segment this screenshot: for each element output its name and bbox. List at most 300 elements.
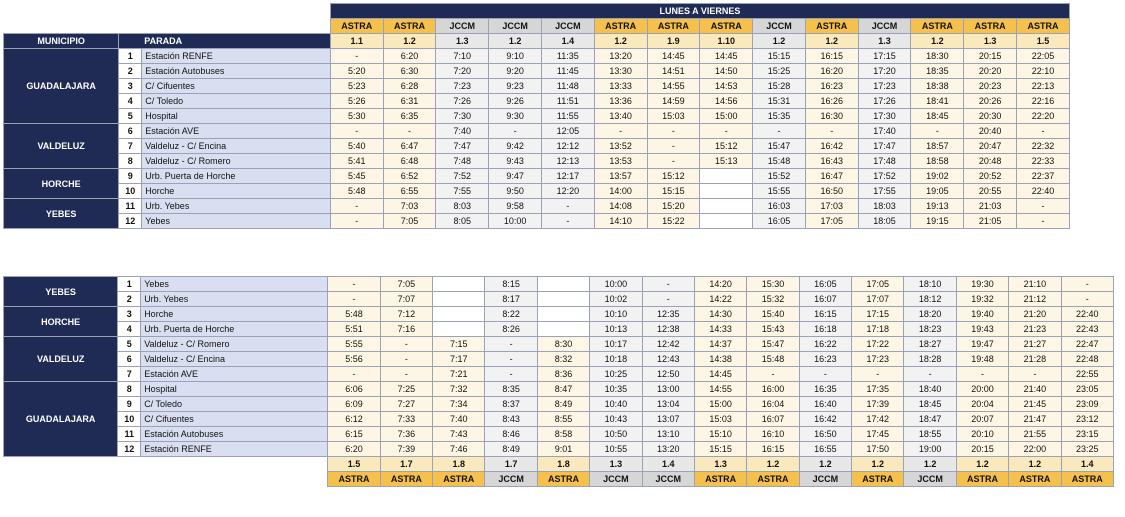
time-cell: 5:40 — [330, 139, 383, 154]
operator-label: JCCM — [489, 19, 542, 34]
time-cell: 18:55 — [904, 427, 956, 442]
time-cell: 19:30 — [956, 277, 1008, 292]
time-cell: 15:30 — [747, 277, 799, 292]
operator-label: JCCM — [799, 472, 851, 487]
time-cell: 12:42 — [642, 337, 694, 352]
time-cell: 19:15 — [911, 214, 964, 229]
time-cell: 8:36 — [537, 367, 589, 382]
stop-name: Estación Autobuses — [141, 427, 328, 442]
time-cell: 14:08 — [594, 199, 647, 214]
time-cell: 8:49 — [485, 442, 537, 457]
time-cell: 17:05 — [805, 214, 858, 229]
time-cell: 13:52 — [594, 139, 647, 154]
time-cell: 5:48 — [328, 307, 380, 322]
operator-label: ASTRA — [747, 472, 799, 487]
stop-row — [4, 397, 1114, 412]
time-cell — [700, 214, 753, 229]
time-cell: 16:40 — [799, 397, 851, 412]
time-cell: 6:35 — [383, 109, 436, 124]
stop-row — [4, 214, 1070, 229]
time-cell: 7:05 — [380, 277, 432, 292]
time-cell: 14:50 — [700, 64, 753, 79]
time-cell: 23:15 — [1061, 427, 1113, 442]
time-cell: 20:52 — [964, 169, 1017, 184]
time-cell: 16:23 — [805, 79, 858, 94]
schedule-title: LUNES A VIERNES — [330, 4, 1069, 19]
line-number: 1.3 — [436, 34, 489, 49]
time-cell: 12:12 — [541, 139, 594, 154]
time-cell: 17:47 — [858, 139, 911, 154]
time-cell: 14:53 — [700, 79, 753, 94]
stop-row — [4, 382, 1114, 397]
title-row — [4, 4, 1070, 19]
time-cell: 18:03 — [858, 199, 911, 214]
time-cell: 10:25 — [590, 367, 642, 382]
time-cell: 7:52 — [436, 169, 489, 184]
time-cell: 7:43 — [433, 427, 485, 442]
time-cell: 15:20 — [647, 199, 700, 214]
line-number: 1.8 — [433, 457, 485, 472]
time-cell: 13:57 — [594, 169, 647, 184]
time-cell: 7:26 — [436, 94, 489, 109]
time-cell: 16:50 — [805, 184, 858, 199]
time-cell: 6:47 — [383, 139, 436, 154]
time-cell: 7:03 — [383, 199, 436, 214]
spacer — [118, 457, 141, 472]
time-cell: 15:48 — [753, 154, 806, 169]
time-cell: - — [380, 337, 432, 352]
time-cell: 13:53 — [594, 154, 647, 169]
time-cell: 7:30 — [436, 109, 489, 124]
time-cell: 8:46 — [485, 427, 537, 442]
line-number: 1.3 — [964, 34, 1017, 49]
time-cell: 8:26 — [485, 322, 537, 337]
time-cell: 7:15 — [433, 337, 485, 352]
time-cell: 16:03 — [753, 199, 806, 214]
time-cell: 21:28 — [1009, 352, 1061, 367]
time-cell: 6:55 — [383, 184, 436, 199]
time-cell: 9:50 — [489, 184, 542, 199]
time-cell: 19:02 — [911, 169, 964, 184]
spacer — [4, 457, 118, 472]
time-cell: 20:40 — [964, 124, 1017, 139]
line-number: 1.2 — [594, 34, 647, 49]
spacer — [142, 19, 331, 34]
time-cell: 16:47 — [805, 169, 858, 184]
stop-name: Horche — [142, 184, 331, 199]
time-cell: - — [485, 337, 537, 352]
stop-row — [4, 322, 1114, 337]
municipio-label: GUADALAJARA — [4, 49, 119, 124]
time-cell: 18:35 — [911, 64, 964, 79]
operator-label: ASTRA — [647, 19, 700, 34]
time-cell: 22:47 — [1061, 337, 1113, 352]
time-cell: 8:05 — [436, 214, 489, 229]
time-cell: 22:43 — [1061, 322, 1113, 337]
time-cell: 6:09 — [328, 397, 380, 412]
spacer — [4, 472, 118, 487]
time-cell: 17:40 — [858, 124, 911, 139]
time-cell: 7:55 — [436, 184, 489, 199]
time-cell: 16:15 — [799, 307, 851, 322]
line-number: 1.2 — [747, 457, 799, 472]
time-cell: 15:03 — [647, 109, 700, 124]
time-cell: 11:35 — [541, 49, 594, 64]
operator-label: ASTRA — [852, 472, 904, 487]
time-cell: 10:50 — [590, 427, 642, 442]
time-cell: - — [485, 367, 537, 382]
operator-label: JCCM — [436, 19, 489, 34]
time-cell: 10:02 — [590, 292, 642, 307]
time-cell: 22:13 — [1017, 79, 1070, 94]
time-cell: 15:15 — [753, 49, 806, 64]
time-cell: 14:38 — [694, 352, 746, 367]
time-cell: 21:03 — [964, 199, 1017, 214]
time-cell: 8:15 — [485, 277, 537, 292]
time-cell: 16:42 — [805, 139, 858, 154]
time-cell: 17:05 — [852, 277, 904, 292]
time-cell: 17:45 — [852, 427, 904, 442]
time-cell: - — [380, 367, 432, 382]
operator-label: ASTRA — [594, 19, 647, 34]
line-number: 1.4 — [541, 34, 594, 49]
line-number: 1.2 — [911, 34, 964, 49]
time-cell: 7:16 — [380, 322, 432, 337]
time-cell: 17:39 — [852, 397, 904, 412]
time-cell: - — [594, 124, 647, 139]
operator-label: ASTRA — [956, 472, 1008, 487]
time-cell: 8:55 — [537, 412, 589, 427]
operator-label: ASTRA — [964, 19, 1017, 34]
time-cell: 20:15 — [956, 442, 1008, 457]
stop-row — [4, 154, 1070, 169]
time-cell: 21:55 — [1009, 427, 1061, 442]
time-cell: 8:49 — [537, 397, 589, 412]
municipio-label: GUADALAJARA — [4, 382, 118, 457]
time-cell: 18:38 — [911, 79, 964, 94]
time-cell: 15:31 — [753, 94, 806, 109]
stop-number: 8 — [118, 382, 141, 397]
time-cell: - — [1017, 199, 1070, 214]
time-cell: 6:30 — [383, 64, 436, 79]
stop-row — [4, 139, 1070, 154]
time-cell: 10:00 — [590, 277, 642, 292]
time-cell — [700, 199, 753, 214]
operator-label: ASTRA — [911, 19, 964, 34]
time-cell: 16:04 — [747, 397, 799, 412]
line-number: 1.3 — [694, 457, 746, 472]
time-cell: 10:00 — [489, 214, 542, 229]
time-cell: 10:40 — [590, 397, 642, 412]
time-cell: 18:47 — [904, 412, 956, 427]
time-cell: 22:55 — [1061, 367, 1113, 382]
time-cell: - — [489, 124, 542, 139]
time-cell: 19:13 — [911, 199, 964, 214]
time-cell: 14:20 — [694, 277, 746, 292]
stop-row — [4, 427, 1114, 442]
operator-label: ASTRA — [380, 472, 432, 487]
time-cell: 5:23 — [330, 79, 383, 94]
time-cell: 20:48 — [964, 154, 1017, 169]
stop-row — [4, 367, 1114, 382]
time-cell: 7:40 — [433, 412, 485, 427]
municipio-label: HORCHE — [4, 307, 118, 337]
time-cell: 17:22 — [852, 337, 904, 352]
time-cell: - — [642, 277, 694, 292]
time-cell: 22:10 — [1017, 64, 1070, 79]
time-cell: 14:55 — [647, 79, 700, 94]
time-cell: 19:48 — [956, 352, 1008, 367]
stop-row — [4, 124, 1070, 139]
time-cell: 18:58 — [911, 154, 964, 169]
line-number: 1.2 — [383, 34, 436, 49]
time-cell: 8:03 — [436, 199, 489, 214]
time-cell — [433, 277, 485, 292]
time-cell: - — [328, 367, 380, 382]
stop-number: 11 — [119, 199, 142, 214]
time-cell: 7:21 — [433, 367, 485, 382]
stop-name: Urb. Puerta de Horche — [142, 169, 331, 184]
time-cell: 12:38 — [642, 322, 694, 337]
time-cell: 15:52 — [753, 169, 806, 184]
spacer — [119, 4, 142, 19]
time-cell: 22:33 — [1017, 154, 1070, 169]
line-number: 1.4 — [1061, 457, 1113, 472]
time-cell: 7:33 — [380, 412, 432, 427]
time-cell: 15:43 — [747, 322, 799, 337]
stop-row — [4, 277, 1114, 292]
line-number: 1.7 — [485, 457, 537, 472]
time-cell: 18:40 — [904, 382, 956, 397]
time-cell — [537, 277, 589, 292]
time-cell: 17:52 — [858, 169, 911, 184]
time-cell: 5:30 — [330, 109, 383, 124]
time-cell: - — [700, 124, 753, 139]
stop-name: Estación RENFE — [141, 442, 328, 457]
time-cell: 16:22 — [799, 337, 851, 352]
time-cell: - — [647, 139, 700, 154]
time-cell: 18:45 — [911, 109, 964, 124]
time-cell: 14:00 — [594, 184, 647, 199]
stop-number: 1 — [118, 277, 141, 292]
time-cell: 14:45 — [647, 49, 700, 64]
time-cell: 14:10 — [594, 214, 647, 229]
time-cell: 9:42 — [489, 139, 542, 154]
time-cell: 5:26 — [330, 94, 383, 109]
municipio-label: YEBES — [4, 199, 119, 229]
time-cell: 18:27 — [904, 337, 956, 352]
time-cell: 15:25 — [753, 64, 806, 79]
time-cell: 7:36 — [380, 427, 432, 442]
time-cell: 13:36 — [594, 94, 647, 109]
time-cell: 18:57 — [911, 139, 964, 154]
stop-name: Yebes — [142, 214, 331, 229]
time-cell: 12:13 — [541, 154, 594, 169]
time-cell: 18:12 — [904, 292, 956, 307]
time-cell: 19:05 — [911, 184, 964, 199]
time-cell: - — [1017, 124, 1070, 139]
stop-row — [4, 337, 1114, 352]
municipio-label: HORCHE — [4, 169, 119, 199]
stop-number: 5 — [118, 337, 141, 352]
time-cell — [433, 322, 485, 337]
time-cell — [433, 292, 485, 307]
time-cell: 6:15 — [328, 427, 380, 442]
stop-row — [4, 109, 1070, 124]
operator-label: JCCM — [590, 472, 642, 487]
time-cell: 8:17 — [485, 292, 537, 307]
stop-name: Valdeluz - C/ Encina — [141, 352, 328, 367]
time-cell: 16:55 — [799, 442, 851, 457]
time-cell: 20:47 — [964, 139, 1017, 154]
time-cell: 15:10 — [694, 427, 746, 442]
time-cell: 23:05 — [1061, 382, 1113, 397]
time-cell: 15:47 — [753, 139, 806, 154]
time-cell: 9:47 — [489, 169, 542, 184]
time-cell: 23:12 — [1061, 412, 1113, 427]
stop-name: Urb. Puerta de Horche — [141, 322, 328, 337]
operator-label: ASTRA — [694, 472, 746, 487]
stop-number: 8 — [119, 154, 142, 169]
time-cell: 13:33 — [594, 79, 647, 94]
stop-name: Valdeluz - C/ Romero — [142, 154, 331, 169]
time-cell: - — [647, 124, 700, 139]
stop-number: 7 — [118, 367, 141, 382]
stop-number: 4 — [119, 94, 142, 109]
time-cell: 22:16 — [1017, 94, 1070, 109]
time-cell: 21:27 — [1009, 337, 1061, 352]
operator-row — [4, 19, 1070, 34]
time-cell: 7:25 — [380, 382, 432, 397]
time-cell: 11:45 — [541, 64, 594, 79]
time-cell: 15:15 — [694, 442, 746, 457]
time-cell: 16:23 — [799, 352, 851, 367]
spacer — [142, 4, 331, 19]
time-cell: 9:43 — [489, 154, 542, 169]
time-cell: 21:05 — [964, 214, 1017, 229]
time-cell: 12:17 — [541, 169, 594, 184]
time-cell: 18:10 — [904, 277, 956, 292]
time-cell: 20:30 — [964, 109, 1017, 124]
time-cell: 22:00 — [1009, 442, 1061, 457]
time-cell: 20:10 — [956, 427, 1008, 442]
time-cell: - — [1061, 292, 1113, 307]
time-cell: 17:15 — [852, 307, 904, 322]
line-number: 1.2 — [904, 457, 956, 472]
line-number: 1.5 — [1017, 34, 1070, 49]
time-cell: 16:35 — [799, 382, 851, 397]
stop-number: 10 — [118, 412, 141, 427]
time-cell: 5:48 — [330, 184, 383, 199]
municipio-label: YEBES — [4, 277, 118, 307]
time-cell: 15:22 — [647, 214, 700, 229]
line-number: 1.1 — [330, 34, 383, 49]
time-cell: 5:20 — [330, 64, 383, 79]
time-cell: - — [330, 49, 383, 64]
operator-label: ASTRA — [328, 472, 380, 487]
stop-name: Estación AVE — [141, 367, 328, 382]
stop-number: 2 — [119, 64, 142, 79]
time-cell: 7:34 — [433, 397, 485, 412]
time-cell: - — [956, 367, 1008, 382]
line-number: 1.2 — [956, 457, 1008, 472]
time-cell: 10:10 — [590, 307, 642, 322]
time-cell: - — [1061, 277, 1113, 292]
time-cell: 20:15 — [964, 49, 1017, 64]
time-cell: 17:26 — [858, 94, 911, 109]
stop-name: Urb. Yebes — [142, 199, 331, 214]
stop-name: Estación Autobuses — [142, 64, 331, 79]
time-cell: 9:30 — [489, 109, 542, 124]
time-cell: 7:12 — [380, 307, 432, 322]
time-cell: 19:00 — [904, 442, 956, 457]
time-cell: 7:40 — [436, 124, 489, 139]
stop-name: Hospital — [141, 382, 328, 397]
time-cell: 20:23 — [964, 79, 1017, 94]
stop-row — [4, 169, 1070, 184]
time-cell: 19:32 — [956, 292, 1008, 307]
operator-label: JCCM — [858, 19, 911, 34]
time-cell: 15:55 — [753, 184, 806, 199]
time-cell: 18:30 — [911, 49, 964, 64]
time-cell: 9:23 — [489, 79, 542, 94]
time-cell: 17:23 — [858, 79, 911, 94]
time-cell: 5:56 — [328, 352, 380, 367]
line-row — [4, 457, 1114, 472]
time-cell: 16:43 — [805, 154, 858, 169]
time-cell: 16:05 — [799, 277, 851, 292]
time-cell: 18:20 — [904, 307, 956, 322]
time-cell: 6:28 — [383, 79, 436, 94]
time-cell: 17:23 — [852, 352, 904, 367]
time-cell: 13:10 — [642, 427, 694, 442]
time-cell: 13:20 — [594, 49, 647, 64]
time-cell: 8:47 — [537, 382, 589, 397]
time-cell: 12:20 — [541, 184, 594, 199]
stop-row — [4, 49, 1070, 64]
stop-number: 12 — [119, 214, 142, 229]
time-cell — [700, 169, 753, 184]
operator-label: JCCM — [485, 472, 537, 487]
time-cell: 15:47 — [747, 337, 799, 352]
time-cell: 21:40 — [1009, 382, 1061, 397]
spacer — [141, 457, 328, 472]
time-cell: 10:35 — [590, 382, 642, 397]
time-cell: 19:47 — [956, 337, 1008, 352]
operator-label: ASTRA — [1009, 472, 1061, 487]
time-cell — [700, 184, 753, 199]
time-cell: 14:37 — [694, 337, 746, 352]
operator-label: ASTRA — [1061, 472, 1113, 487]
operator-label: ASTRA — [537, 472, 589, 487]
time-cell: 23:09 — [1061, 397, 1113, 412]
time-cell: - — [328, 292, 380, 307]
stop-row — [4, 352, 1114, 367]
operator-row — [4, 472, 1114, 487]
stop-name: C/ Cifuentes — [141, 412, 328, 427]
time-cell: 7:32 — [433, 382, 485, 397]
time-cell: - — [805, 124, 858, 139]
stop-row — [4, 184, 1070, 199]
time-cell: - — [852, 367, 904, 382]
line-number: 1.4 — [642, 457, 694, 472]
operator-label: ASTRA — [383, 19, 436, 34]
line-number: 1.9 — [647, 34, 700, 49]
stop-number: 3 — [118, 307, 141, 322]
time-cell: 8:22 — [485, 307, 537, 322]
line-number: 1.2 — [805, 34, 858, 49]
stop-name: C/ Cifuentes — [142, 79, 331, 94]
